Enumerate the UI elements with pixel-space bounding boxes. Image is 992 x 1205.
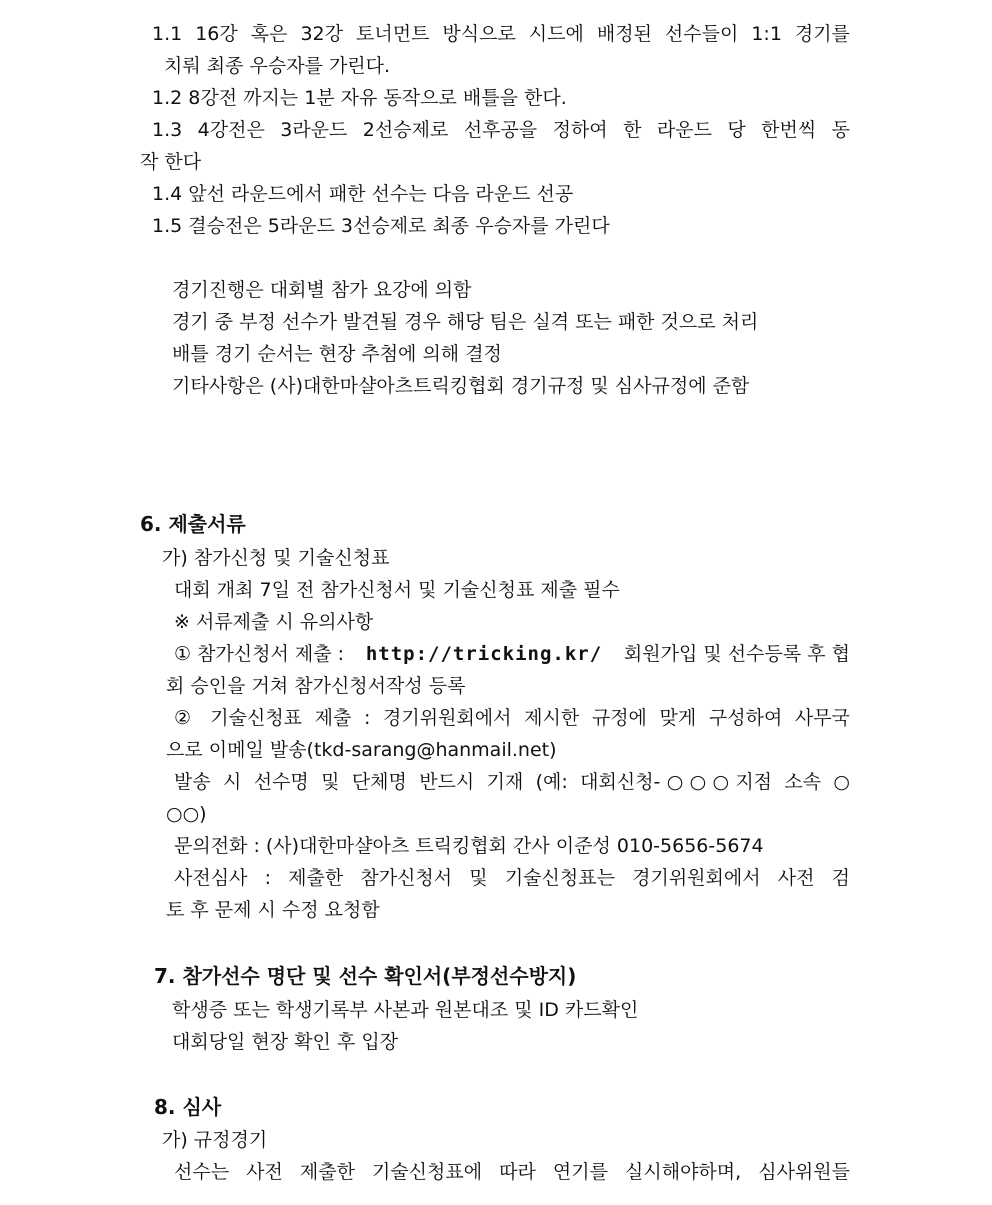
rule-1-2: 1.2 8강전 까지는 1분 자유 동작으로 배틀을 한다.	[152, 87, 567, 109]
rule-1-4: 1.4 앞선 라운드에서 패한 선수는 다음 라운드 선공	[152, 183, 574, 205]
rule-1-3-line-1: 1.3 4강전은 3라운드 2선승제로 선후공을 정하여 한 라운드 당 한번씩 동	[152, 119, 850, 141]
section-6-step-1-line-1	[174, 641, 850, 667]
section-8-title: 8. 심사	[154, 1095, 222, 1119]
section-6-send-line-2: ○○)	[166, 803, 207, 825]
section-8-line-1: 선수는 사전 제출한 기술신청표에 따라 연기를 실시해야하며, 심사위원들	[174, 1161, 850, 1183]
section-7-line-2: 대회당일 현장 확인 후 입장	[172, 1031, 399, 1053]
step-1-prefix: ① 참가신청서 제출 :	[174, 643, 351, 665]
note-3: 배틀 경기 순서는 현장 추첨에 의해 결정	[172, 343, 502, 365]
section-6-title: 6. 제출서류	[140, 512, 246, 536]
section-6-caution: ※ 서류제출 시 유의사항	[174, 611, 374, 633]
section-8-subtitle: 가) 규정경기	[162, 1129, 268, 1151]
step-1-url[interactable]: http://tricking.kr/	[365, 643, 603, 665]
section-6-review-line-2: 토 후 문제 시 수정 요청함	[166, 899, 380, 921]
section-7-line-1: 학생증 또는 학생기록부 사본과 원본대조 및 ID 카드확인	[172, 999, 639, 1021]
section-6-step-2-line-1: ② 기술신청표 제출 : 경기위원회에서 제시한 규정에 맞게 구성하여 사무국	[174, 707, 850, 729]
note-1: 경기진행은 대회별 참가 요강에 의함	[172, 279, 472, 301]
section-7-title: 7. 참가선수 명단 및 선수 확인서(부정선수방지)	[154, 964, 577, 988]
note-4: 기타사항은 (사)대한마샬아츠트릭킹협회 경기규정 및 심사규정에 준함	[172, 375, 750, 397]
section-6-step-1-line-2: 회 승인을 거쳐 참가신청서작성 등록	[166, 675, 466, 697]
section-6-phone: 문의전화 : (사)대한마샬아츠 트릭킹협회 간사 이준성 010-5656-5674	[174, 835, 764, 857]
rule-1-5: 1.5 결승전은 5라운드 3선승제로 최종 우승자를 가린다	[152, 215, 610, 237]
section-6-step-2-line-2: 으로 이메일 발송(tkd-sarang@hanmail.net)	[166, 739, 557, 761]
rule-1-1-line-2: 치뤄 최종 우승자를 가린다.	[164, 55, 391, 77]
section-6-review-line-1: 사전심사 : 제출한 참가신청서 및 기술신청표는 경기위원회에서 사전 검	[174, 867, 850, 889]
section-6-subtitle: 가) 참가신청 및 기술신청표	[162, 547, 390, 569]
section-6-deadline: 대회 개최 7일 전 참가신청서 및 기술신청표 제출 필수	[174, 579, 620, 601]
note-2: 경기 중 부정 선수가 발견될 경우 해당 팀은 실격 또는 패한 것으로 처리	[172, 311, 759, 333]
rule-1-1-line-1: 1.1 16강 혹은 32강 토너먼트 방식으로 시드에 배정된 선수들이 1:1 경기를	[152, 23, 850, 45]
rule-1-3-line-2: 작 한다	[140, 151, 202, 173]
section-6-send-line-1: 발송 시 선수명 및 단체명 반드시 기재 (예: 대회신청-○○○지점 소속 ○	[174, 771, 850, 793]
step-1-suffix: 회원가입 및 선수등록 후 협	[617, 643, 850, 665]
